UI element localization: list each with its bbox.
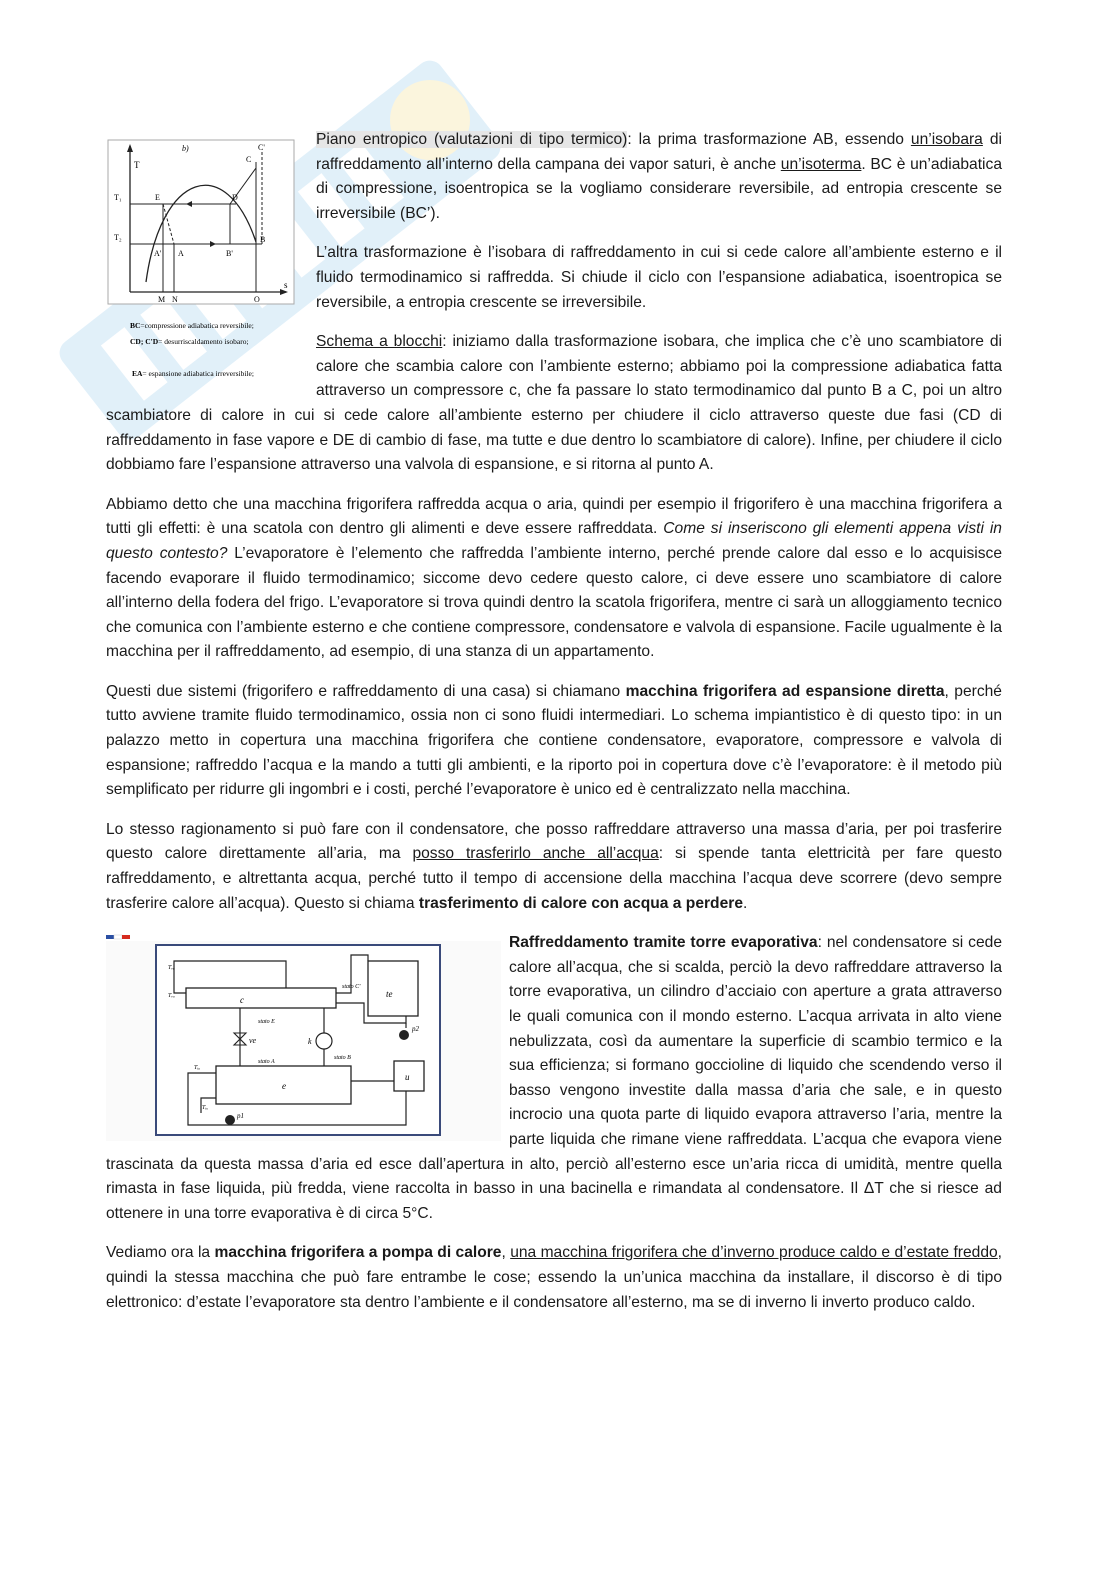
text-span: . BC è un’adiabatica di compressione, isoentropica se la vogliamo considerare reversibile, ad entropia crescente se irreversibile (BC’).	[316, 155, 1002, 222]
underlined-isoterma: un’isoterma	[780, 155, 862, 173]
label-stato-b: stato B	[334, 1055, 351, 1062]
label-e: e	[282, 1081, 286, 1092]
mark-n: N	[172, 295, 178, 304]
point-a-prime: A'	[154, 249, 162, 258]
text-span: L’evaporatore è l’elemento che raffredda l’ambiente interno, perché prende calore dal esso e lo acquisisce facendo evaporare il fluido termodinamico; siccome devo cedere questo calore, ci deve essere uno scambiatore di calore all’interno della fodera del frigo. L’evaporatore si trova quindi dentro la scatola frigorifera, mentre ci sarà un alloggiamento tecnico che comunica con l’ambiente esterno e che contiene compressore, condensatore e valvola di espansione. Facile ugualmente è la macchina per il raffreddamento, ad esempio, di una stanza di un appartamento.	[106, 544, 1002, 661]
label-tiu: Tᵢᵤ	[202, 1105, 209, 1112]
text-span: ,	[501, 1244, 511, 1262]
underlined-isobara: un’isobara	[910, 131, 983, 148]
legend-ea: EA= espansione adiabatica irreversibile;	[132, 369, 254, 378]
label-k: k	[308, 1037, 312, 1047]
bold-term: macchina frigorifera a pompa di calore	[214, 1244, 502, 1262]
text-span: Questi due sistemi (frigorifero e raffreddamento di una casa) si chiamano	[106, 682, 626, 700]
paragraph-frigorifero	[106, 493, 1002, 665]
label-stato-e: stato E	[258, 1019, 275, 1026]
label-stato-c-prime: stato C'	[342, 984, 361, 991]
heading-piano-entropico: Piano entropico (valutazioni di tipo termico)	[316, 131, 628, 148]
italic-question: Come si inseriscono gli elementi appena visti in questo contesto?	[106, 520, 1002, 562]
underlined-phrase: posso trasferirlo anche all’acqua	[412, 845, 659, 863]
t1-label: T₁	[114, 193, 122, 202]
label-u: u	[405, 1072, 410, 1083]
plant-schematic-figure	[106, 933, 501, 1143]
bold-term: trasferimento di calore con acqua a perdere	[418, 894, 743, 912]
legend-bc: BC=compressione adiabatica reversibile;	[130, 321, 254, 330]
text-span: : si spende tanta elettricità per fare questo raffreddamento, e altrettanta acqua, perché tutto il tempo di accensione della macchina l’acqua deve scorrere (devo sempre trasferire calore all’acqua). Questo si chiama	[106, 845, 1002, 912]
paragraph-condensatore	[106, 818, 1002, 916]
point-a: A	[178, 249, 184, 258]
axis-t-label: T	[134, 160, 140, 170]
text-span: : la prima trasformazione AB, essendo	[627, 131, 911, 148]
text-span: Abbiamo detto che una macchina frigorifera raffredda acqua o aria, quindi per esempio il frigorifero è una macchina frigorifera a tutti gli effetti: è una scatola con dentro gli alimenti e deve essere raffreddata.	[106, 495, 1002, 538]
text-span: : nel condensatore si cede calore all’acqua, che si scalda, perciò la devo raffreddare attraverso la torre evaporativa, un cilindro d’acciaio con aperture a grata attraverso le quali comunica con il mondo esterno. L’acqua arrivata in alto viene nebulizzata, così da aumentare la superficie di scambio termico e la sua efficienza; si formano goccioline di liquido che scendendo verso il basso vengono investite dalla massa d’aria che sale, e in questo incrocio una quota parte di liquido evapora attraverso l’aria, mentre la parte liquida che rimane viene raffreddata. L’acqua che evapora viene trascinata da questa massa d’aria ed esce dall’apertura in alto, perciò all’esterno esce un’aria ricca di umidità, mentre quella rimasta in fase liquida, più fredda, viene raccolta in basso in una bacinella e rimandata al condensatore. Il ΔT che si riesce ad ottenere in una torre evaporativa è di circa 5°C.	[106, 934, 1002, 1222]
document-page	[106, 128, 1002, 1330]
paragraph-isobara: L’altra trasformazione è l’isobara di raffreddamento in cui si cede calore all’ambiente esterno e il fluido termodinamico si raffredda. Si chiude il ciclo con l’espansione adiabatica, isoentropica se reversibile, a entropia crescente se irreversibile.	[316, 244, 1002, 311]
mark-o: O	[254, 295, 260, 304]
text-span: .	[743, 894, 748, 912]
label-te: te	[386, 989, 393, 1000]
label-c: c	[240, 995, 244, 1006]
ts-diagram	[106, 132, 306, 384]
panel-label: b)	[182, 144, 189, 153]
text-span: : iniziamo dalla trasformazione isobara, che implica che c’è uno scambiatore di calore che scambia calore con l’ambiente esterno; abbiamo poi la compressione adiabatica fatta attraverso un compressore c, che fa passare lo stato termodinamico dal punto B a C, poi un altro scambiatore di calore in cui si cede calore all’ambiente esterno per chiudere il ciclo attraverso queste due fasi (CD di raffreddamento in fase vapore e DE di cambio di fase, ma tutte e due dentro lo scambiatore di calore). Infine, per chiudere il ciclo dobbiamo fare l’espansione attraverso una valvola di espansione, e si ritorna al punto A.	[106, 333, 1002, 474]
text-span: Lo stesso ragionamento si può fare con il condensatore, che posso raffreddare attraverso una massa d’aria, per poi trasferire questo calore direttamente all’aria, ma	[106, 820, 1002, 863]
ts-diagram-figure	[106, 132, 306, 384]
point-d: D	[232, 193, 238, 202]
legend-cd: CD; C'D= desurriscaldamento isobaro;	[130, 337, 249, 346]
plant-schematic	[106, 933, 501, 1143]
heading-torre-evaporativa: Raffreddamento tramite torre evaporativa	[509, 934, 818, 952]
label-stato-a: stato A	[258, 1059, 275, 1066]
bold-term: macchina frigorifera ad espansione diretta	[625, 682, 945, 700]
text-span: Vediamo ora la	[106, 1244, 215, 1262]
heading-schema-blocchi: Schema a blocchi	[316, 333, 443, 351]
t2-label: T₂	[114, 233, 122, 242]
underlined-phrase: una macchina frigorifera che d’inverno produce caldo e d’estate freddo	[510, 1244, 998, 1262]
text-span: , quindi la stessa macchina che può fare entrambe le cose; essendo la un’unica macchina da installare, il discorso è di tipo elettronico: d’estate l’evaporatore sta dentro l’ambiente e il condensatore all’esterno, ma se di inverno li inverto produco caldo.	[106, 1244, 1003, 1311]
label-tvu: Tᵥᵤ	[168, 993, 175, 1000]
label-p2: p2	[412, 1025, 419, 1034]
point-b: B	[260, 235, 266, 244]
label-p1: p1	[237, 1112, 244, 1121]
label-tia: Tᵢₐ	[194, 1065, 201, 1072]
label-ve: ve	[249, 1036, 257, 1046]
point-b-prime: B'	[226, 249, 233, 258]
paragraph-espansione-diretta	[106, 680, 1002, 803]
point-c-prime: C'	[258, 143, 265, 152]
label-tva: Tᵥₐ	[168, 965, 175, 972]
text-span: di raffreddamento all’interno della campana dei vapor saturi, è anche	[316, 131, 1002, 173]
axis-s-label: s	[284, 280, 288, 290]
paragraph-pompa-calore	[106, 1241, 1002, 1315]
mark-m: M	[158, 295, 166, 304]
point-c: C	[246, 155, 252, 164]
text-span: , perché tutto avviene tramite fluido termodinamico, ossia non ci sono fluidi intermediari. Lo schema impiantistico è di questo tipo: in un palazzo metto in copertura una macchina frigorifera che contiene condensatore, evaporatore, compressore e valvola di espansione; raffreddo l’acqua e la mando a tutti gli ambienti, e la riporto poi in copertura dove c’è l’evaporatore: è il metodo più semplificato per ridurre gli ingombri e i costi, perché l’evaporatore è unico ed è centralizzato nella macchina.	[106, 682, 1002, 799]
point-e: E	[155, 193, 160, 202]
